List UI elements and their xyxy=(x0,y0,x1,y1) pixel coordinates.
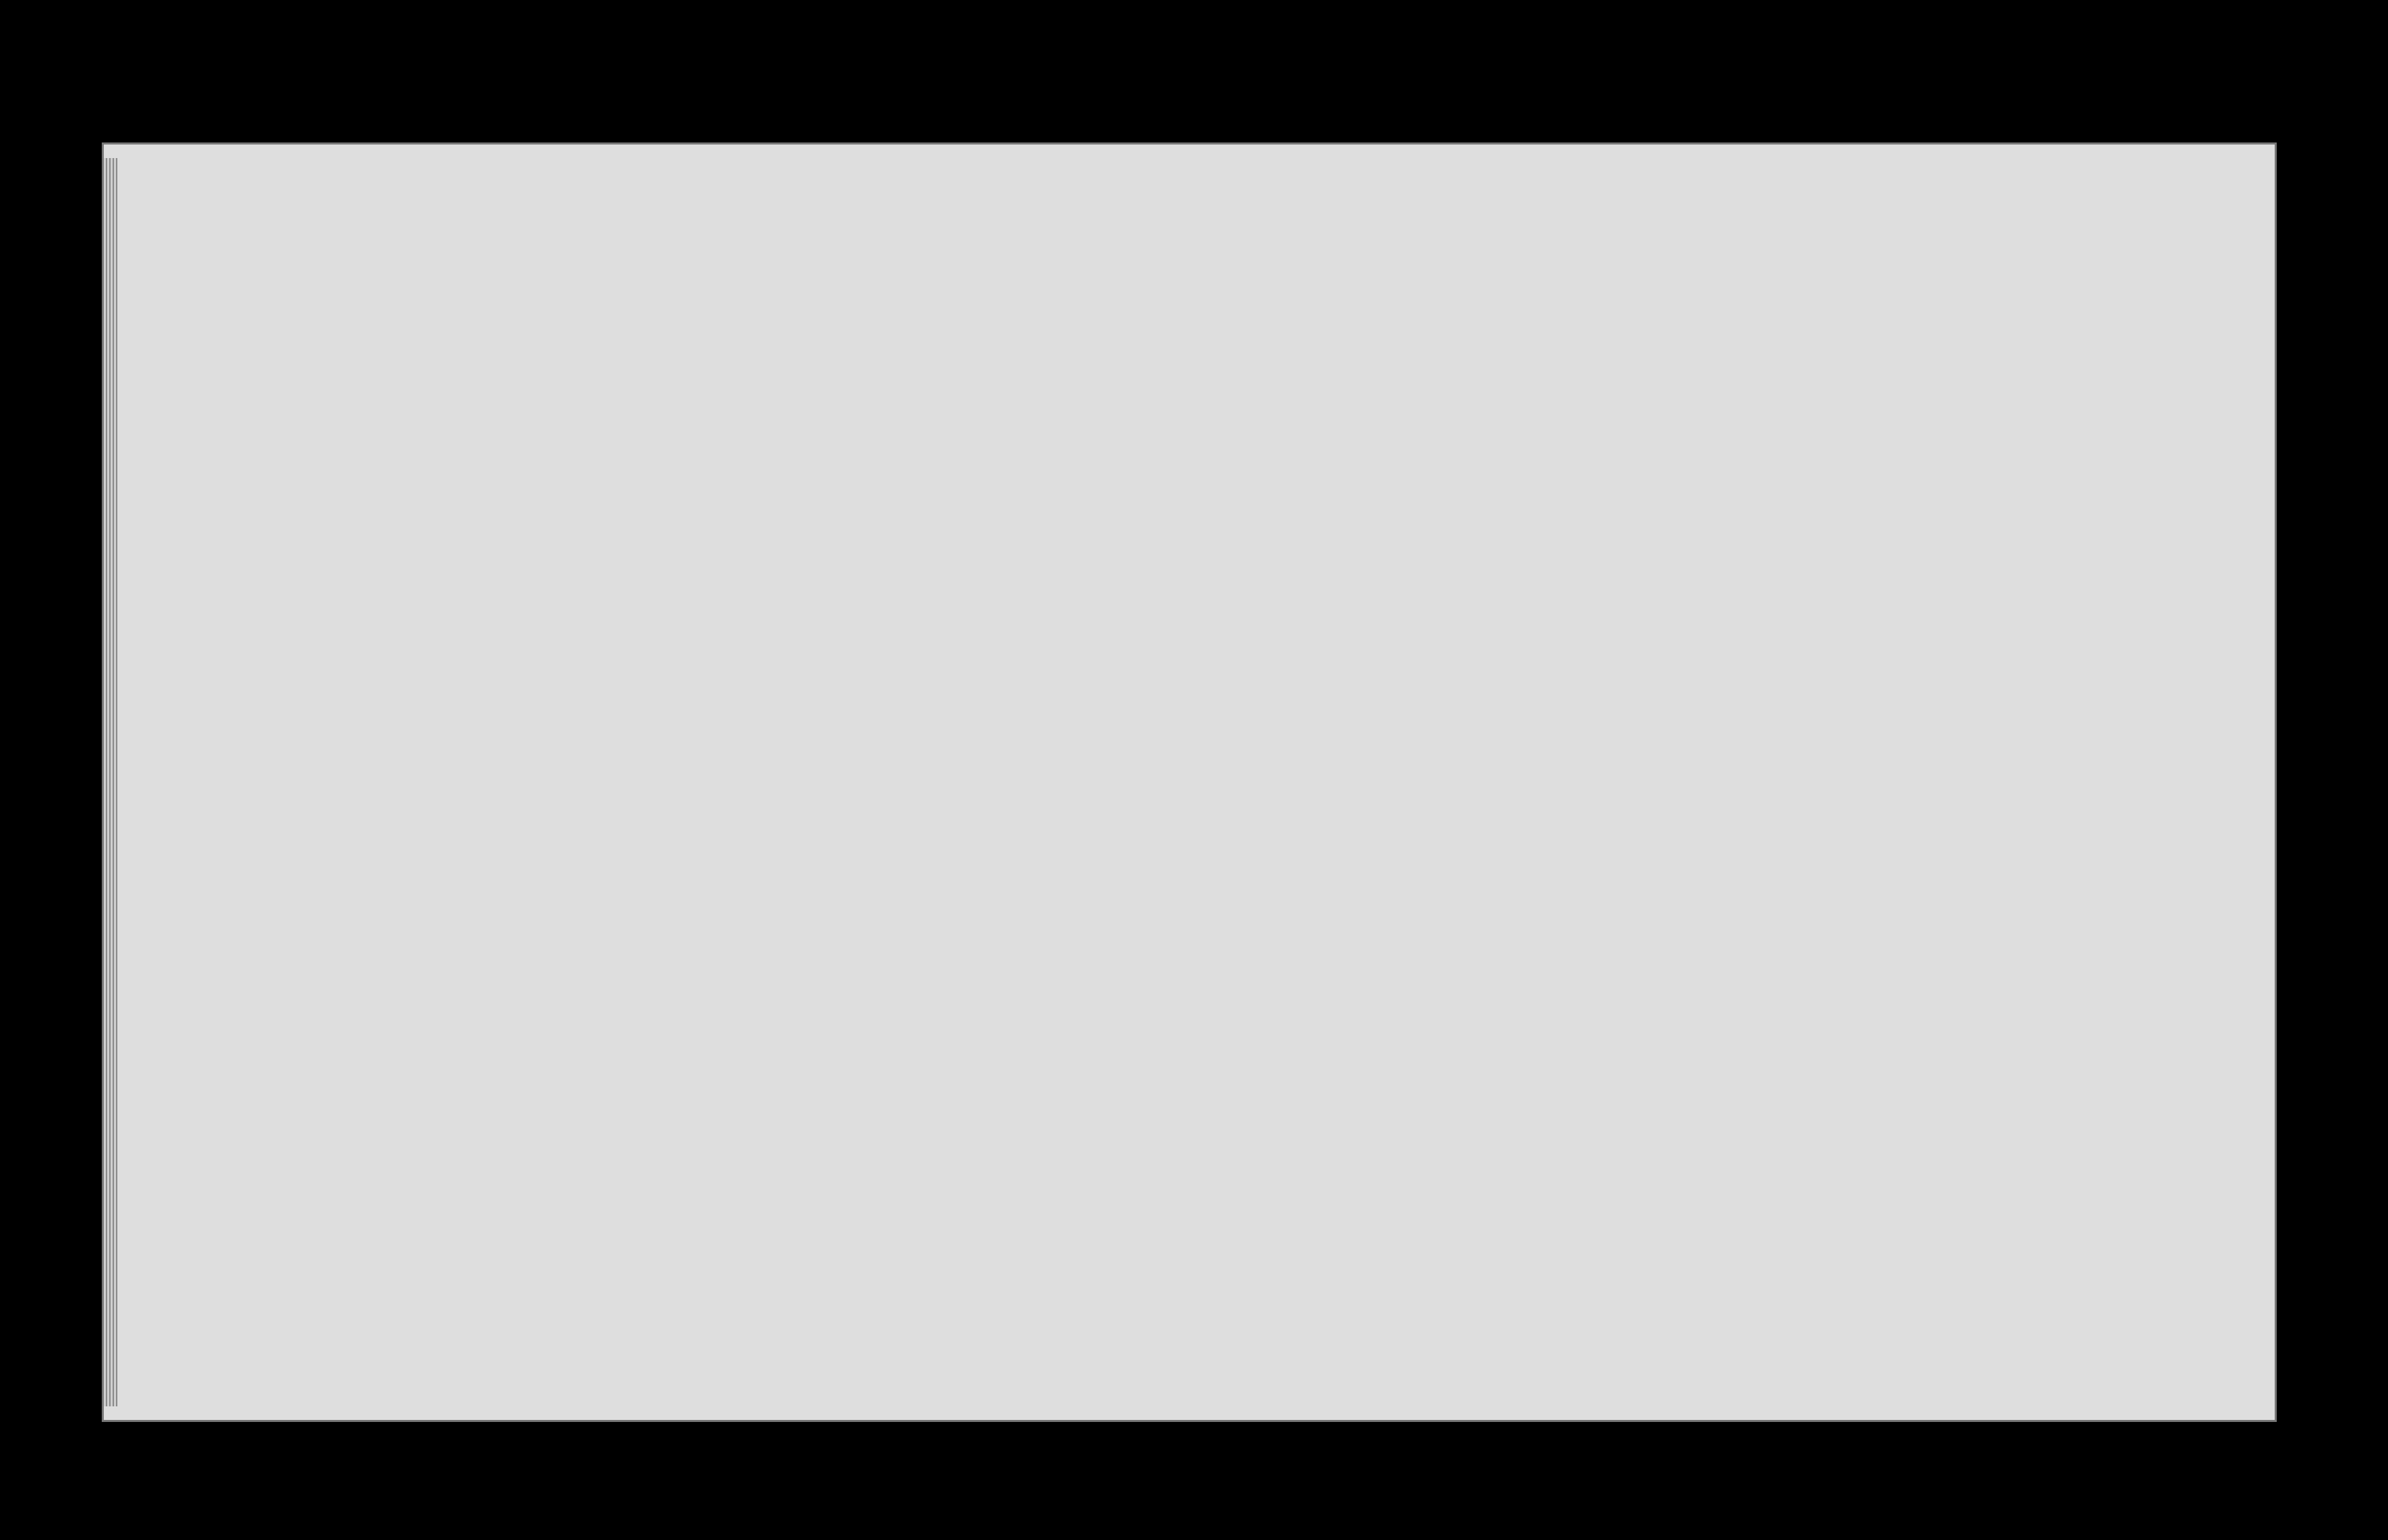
card-stack-edge xyxy=(102,158,117,1406)
census-card xyxy=(102,142,2277,1422)
